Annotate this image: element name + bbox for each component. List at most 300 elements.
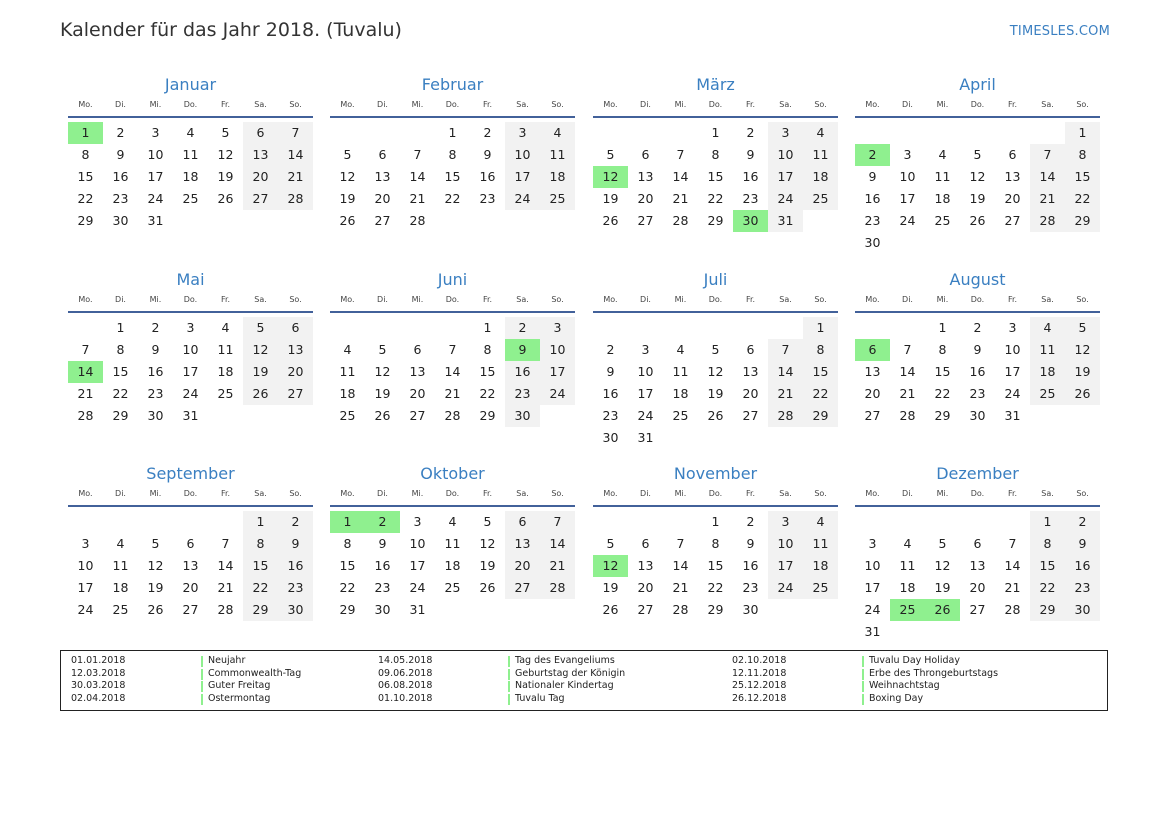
empty-cell: [855, 317, 890, 339]
holiday-name: Nationaler Kindertag: [515, 680, 614, 691]
day: 26: [339, 213, 356, 228]
day: 17: [899, 191, 916, 206]
legend-item: [71, 680, 301, 693]
month-divider: [593, 311, 838, 313]
month-4: [68, 267, 313, 427]
day: 20: [374, 191, 391, 206]
weekday-label: Fr.: [745, 100, 756, 109]
site-link[interactable]: TIMESLES.COM: [1009, 24, 1110, 39]
weekend-day: 14: [1030, 166, 1065, 188]
weekday-label: Fr.: [482, 489, 493, 498]
day: 19: [339, 191, 356, 206]
month-divider: [593, 116, 838, 118]
weekend-day: 15: [1065, 166, 1100, 188]
day: 30: [969, 408, 986, 423]
day: 11: [672, 364, 689, 379]
holiday-name: Erbe des Throngeburtstags: [869, 667, 999, 679]
day: 3: [186, 320, 195, 335]
day: 15: [339, 558, 356, 573]
weekday-label: Mi.: [411, 295, 424, 304]
day: 22: [707, 191, 724, 206]
empty-cell: [138, 511, 173, 533]
week-row: [855, 339, 1100, 361]
empty-cell: [768, 599, 803, 621]
empty-cell: [890, 232, 925, 254]
week-row: [855, 232, 1100, 254]
weekend-day: 15: [803, 361, 838, 383]
week-row: [68, 144, 313, 166]
weekend-day: 4: [803, 122, 838, 144]
empty-cell: [628, 122, 663, 144]
weekday-label: Do.: [708, 489, 723, 498]
day: 3: [903, 147, 912, 162]
weekend-day: 27: [243, 188, 278, 210]
day: 3: [1008, 320, 1017, 335]
weekend-day: 13: [505, 533, 540, 555]
holiday-marker: [508, 681, 510, 692]
week-row: [330, 122, 575, 144]
empty-cell: [803, 427, 838, 449]
month-name: November: [673, 464, 758, 483]
day: 31: [409, 602, 426, 617]
day: 4: [116, 536, 125, 551]
empty-cell: [698, 317, 733, 339]
day: 31: [147, 213, 164, 228]
day: 12: [969, 169, 986, 184]
weekday-label: Di.: [115, 100, 126, 109]
weekend-day: 25: [1030, 383, 1065, 405]
month-name: Februar: [421, 75, 484, 94]
weekday-label: Fr.: [220, 100, 231, 109]
month-divider: [68, 505, 313, 507]
day: 15: [934, 364, 951, 379]
weekday-header: [855, 487, 1100, 501]
holiday-date: 12.03.2018: [71, 667, 126, 679]
empty-cell: [1065, 405, 1100, 427]
weekend-day: 22: [1065, 188, 1100, 210]
holiday-name: Tuvalu Tag: [515, 692, 565, 704]
week-row: [330, 210, 575, 232]
weekday-label: Sa.: [254, 295, 267, 304]
week-row: [68, 533, 313, 555]
day: 13: [742, 364, 759, 379]
week-row: [855, 555, 1100, 577]
weekday-label: Do.: [708, 100, 723, 109]
day-grid: [593, 511, 838, 621]
weekend-day: 29: [1065, 210, 1100, 232]
weekend-day: 9: [1065, 533, 1100, 555]
weekday-label: Do.: [183, 489, 198, 498]
day: 24: [182, 386, 199, 401]
day: 22: [479, 386, 496, 401]
weekend-day: 18: [1030, 361, 1065, 383]
weekend-day: 24: [768, 577, 803, 599]
month-name: Dezember: [936, 464, 1019, 483]
weekday-label: Mi.: [411, 489, 424, 498]
month-0: [68, 72, 313, 232]
day: 9: [868, 169, 877, 184]
day: 28: [409, 213, 426, 228]
day: 18: [934, 191, 951, 206]
day: 3: [81, 536, 90, 551]
day: 2: [116, 125, 125, 140]
page-title: Kalender für das Jahr 2018. (Tuvalu): [60, 19, 402, 41]
legend-column: [732, 655, 998, 705]
day: 4: [221, 320, 230, 335]
day: 16: [602, 386, 619, 401]
weekday-label: Sa.: [254, 489, 267, 498]
week-row: [68, 122, 313, 144]
weekday-label: So.: [1076, 100, 1089, 109]
holiday-marker: [862, 669, 864, 680]
day: 31: [637, 430, 654, 445]
day: 12: [374, 364, 391, 379]
weekend-day: 23: [505, 383, 540, 405]
weekday-label: Di.: [902, 295, 913, 304]
day: 24: [864, 602, 881, 617]
day: 17: [864, 580, 881, 595]
day: 27: [409, 408, 426, 423]
weekend-day: 28: [1030, 210, 1065, 232]
week-row: [855, 317, 1100, 339]
day: 6: [973, 536, 982, 551]
day: 31: [864, 624, 881, 639]
weekday-label: Mo.: [340, 295, 355, 304]
day: 9: [746, 536, 755, 551]
day: 7: [676, 536, 685, 551]
empty-cell: [698, 427, 733, 449]
month-11: [855, 461, 1100, 643]
day: 14: [409, 169, 426, 184]
weekend-day: 25: [803, 577, 838, 599]
day: 18: [112, 580, 129, 595]
month-divider: [330, 505, 575, 507]
legend-item: [71, 668, 301, 681]
holiday-name: Tag des Evangeliums: [515, 655, 615, 666]
weekend-day: 4: [1030, 317, 1065, 339]
empty-cell: [365, 122, 400, 144]
weekend-day: 24: [768, 188, 803, 210]
day: 4: [676, 342, 685, 357]
day: 27: [182, 602, 199, 617]
weekend-day: 7: [278, 122, 313, 144]
weekend-day: 26: [243, 383, 278, 405]
holiday-marker: [508, 669, 510, 680]
day: 11: [899, 558, 916, 573]
day: 14: [672, 169, 689, 184]
holiday-day: 26: [925, 599, 960, 621]
month-name: März: [696, 75, 735, 94]
holiday-date: 14.05.2018: [378, 655, 433, 666]
empty-cell: [103, 511, 138, 533]
weekend-day: 20: [278, 361, 313, 383]
holiday-marker: [201, 681, 203, 692]
day: 24: [147, 191, 164, 206]
weekday-label: Mo.: [603, 489, 618, 498]
month-divider: [855, 311, 1100, 313]
day: 16: [742, 558, 759, 573]
day: 23: [147, 386, 164, 401]
day: 30: [112, 213, 129, 228]
month-divider: [68, 311, 313, 313]
week-row: [330, 533, 575, 555]
weekend-day: 8: [243, 533, 278, 555]
weekend-day: 30: [505, 405, 540, 427]
holiday-day: 12: [593, 166, 628, 188]
day: 11: [182, 147, 199, 162]
week-row: [593, 555, 838, 577]
weekend-day: 2: [505, 317, 540, 339]
day: 19: [969, 191, 986, 206]
weekend-day: 1: [1065, 122, 1100, 144]
day: 13: [864, 364, 881, 379]
weekday-label: Di.: [640, 489, 651, 498]
empty-cell: [505, 210, 540, 232]
weekend-day: 30: [1065, 599, 1100, 621]
weekend-day: 29: [803, 405, 838, 427]
day: 30: [147, 408, 164, 423]
day: 8: [81, 147, 90, 162]
weekday-label: So.: [551, 295, 564, 304]
weekday-label: Mi.: [149, 100, 162, 109]
day: 17: [77, 580, 94, 595]
empty-cell: [925, 621, 960, 643]
weekend-day: 29: [243, 599, 278, 621]
empty-cell: [803, 599, 838, 621]
day: 28: [899, 408, 916, 423]
day: 20: [637, 191, 654, 206]
week-row: [593, 511, 838, 533]
day: 26: [969, 213, 986, 228]
day-grid: [68, 511, 313, 621]
day: 21: [77, 386, 94, 401]
day: 15: [112, 364, 129, 379]
month-3: [855, 72, 1100, 254]
week-row: [855, 122, 1100, 144]
day: 17: [147, 169, 164, 184]
day: 5: [606, 536, 615, 551]
day: 13: [637, 558, 654, 573]
weekday-header: [330, 487, 575, 501]
day: 26: [374, 408, 391, 423]
month-name: August: [949, 270, 1006, 289]
empty-cell: [68, 317, 103, 339]
day: 13: [637, 169, 654, 184]
empty-cell: [663, 511, 698, 533]
weekend-day: 1: [1030, 511, 1065, 533]
day: 2: [746, 514, 755, 529]
day: 14: [672, 558, 689, 573]
week-row: [330, 144, 575, 166]
day: 12: [339, 169, 356, 184]
day: 14: [899, 364, 916, 379]
weekday-label: Fr.: [482, 100, 493, 109]
day-grid: [330, 122, 575, 232]
day: 18: [672, 386, 689, 401]
day: 4: [448, 514, 457, 529]
legend-item: [378, 655, 625, 668]
day: 27: [374, 213, 391, 228]
week-row: [855, 577, 1100, 599]
day: 23: [112, 191, 129, 206]
day: 25: [182, 191, 199, 206]
day: 1: [483, 320, 492, 335]
day: 31: [1004, 408, 1021, 423]
weekend-day: 19: [1065, 361, 1100, 383]
day: 3: [151, 125, 160, 140]
holiday-marker: [862, 681, 864, 692]
weekend-day: 7: [1030, 144, 1065, 166]
day: 19: [934, 580, 951, 595]
day: 22: [77, 191, 94, 206]
day: 19: [217, 169, 234, 184]
weekday-label: Mi.: [674, 489, 687, 498]
day: 20: [864, 386, 881, 401]
weekday-label: Sa.: [779, 100, 792, 109]
day: 20: [1004, 191, 1021, 206]
week-row: [855, 599, 1100, 621]
weekday-label: Do.: [970, 489, 985, 498]
weekend-day: 17: [768, 166, 803, 188]
weekday-label: Di.: [115, 489, 126, 498]
weekend-day: 6: [505, 511, 540, 533]
weekday-header: [855, 98, 1100, 112]
day: 13: [182, 558, 199, 573]
week-row: [855, 621, 1100, 643]
weekday-label: So.: [551, 100, 564, 109]
day: 19: [602, 191, 619, 206]
day: 16: [147, 364, 164, 379]
day-grid: [855, 122, 1100, 254]
day: 16: [374, 558, 391, 573]
day: 1: [711, 125, 720, 140]
weekend-day: 16: [1065, 555, 1100, 577]
weekday-label: So.: [289, 295, 302, 304]
holiday-name: Weihnachtstag: [869, 680, 940, 691]
day: 25: [672, 408, 689, 423]
holiday-day: 6: [855, 339, 890, 361]
day: 12: [217, 147, 234, 162]
holiday-name: Commonwealth-Tag: [208, 667, 302, 679]
day: 29: [112, 408, 129, 423]
weekend-day: 9: [278, 533, 313, 555]
week-row: [593, 405, 838, 427]
day: 28: [672, 213, 689, 228]
month-divider: [68, 116, 313, 118]
weekend-day: 11: [540, 144, 575, 166]
holiday-date: 30.03.2018: [71, 680, 126, 691]
day: 12: [707, 364, 724, 379]
weekday-label: Mo.: [340, 100, 355, 109]
weekend-day: 20: [243, 166, 278, 188]
week-row: [330, 361, 575, 383]
holiday-day: 9: [505, 339, 540, 361]
day: 26: [602, 602, 619, 617]
weekend-day: 14: [540, 533, 575, 555]
empty-cell: [890, 317, 925, 339]
empty-cell: [330, 317, 365, 339]
day: 23: [602, 408, 619, 423]
weekday-label: Di.: [902, 100, 913, 109]
day: 5: [711, 342, 720, 357]
weekend-day: 10: [505, 144, 540, 166]
holiday-date: 09.06.2018: [378, 667, 433, 679]
weekday-label: Mo.: [78, 100, 93, 109]
empty-cell: [208, 405, 243, 427]
day: 5: [483, 514, 492, 529]
weekday-label: Di.: [377, 295, 388, 304]
empty-cell: [925, 511, 960, 533]
weekday-header: [330, 293, 575, 307]
week-row: [330, 188, 575, 210]
legend-item: [71, 655, 301, 668]
weekday-label: Mo.: [78, 489, 93, 498]
day: 14: [444, 364, 461, 379]
day: 24: [1004, 386, 1021, 401]
day: 12: [147, 558, 164, 573]
empty-cell: [1030, 621, 1065, 643]
day-grid: [855, 317, 1100, 427]
week-row: [330, 577, 575, 599]
empty-cell: [995, 122, 1030, 144]
weekend-day: 18: [803, 166, 838, 188]
day: 15: [479, 364, 496, 379]
weekend-day: 28: [768, 405, 803, 427]
weekend-day: 21: [768, 383, 803, 405]
week-row: [593, 188, 838, 210]
day: 9: [746, 147, 755, 162]
day: 15: [77, 169, 94, 184]
day: 22: [112, 386, 129, 401]
month-divider: [855, 116, 1100, 118]
weekday-header: [68, 98, 313, 112]
day: 8: [711, 536, 720, 551]
empty-cell: [995, 232, 1030, 254]
day: 26: [147, 602, 164, 617]
empty-cell: [663, 427, 698, 449]
day: 10: [864, 558, 881, 573]
week-row: [855, 361, 1100, 383]
day: 2: [973, 320, 982, 335]
weekday-label: So.: [1076, 489, 1089, 498]
day: 13: [969, 558, 986, 573]
week-row: [68, 339, 313, 361]
weekend-day: 7: [768, 339, 803, 361]
day: 13: [409, 364, 426, 379]
empty-cell: [540, 210, 575, 232]
weekend-day: 18: [803, 555, 838, 577]
week-row: [68, 166, 313, 188]
day: 27: [1004, 213, 1021, 228]
day: 5: [378, 342, 387, 357]
week-row: [68, 383, 313, 405]
day: 7: [413, 147, 422, 162]
week-row: [855, 405, 1100, 427]
day: 14: [1004, 558, 1021, 573]
day-grid: [855, 511, 1100, 643]
weekend-day: 1: [243, 511, 278, 533]
day: 21: [672, 580, 689, 595]
day: 10: [899, 169, 916, 184]
day: 23: [864, 213, 881, 228]
weekday-label: Mi.: [674, 295, 687, 304]
day: 29: [934, 408, 951, 423]
month-10: [593, 461, 838, 621]
weekend-day: 22: [803, 383, 838, 405]
weekend-day: 5: [243, 317, 278, 339]
day: 25: [112, 602, 129, 617]
day: 8: [116, 342, 125, 357]
